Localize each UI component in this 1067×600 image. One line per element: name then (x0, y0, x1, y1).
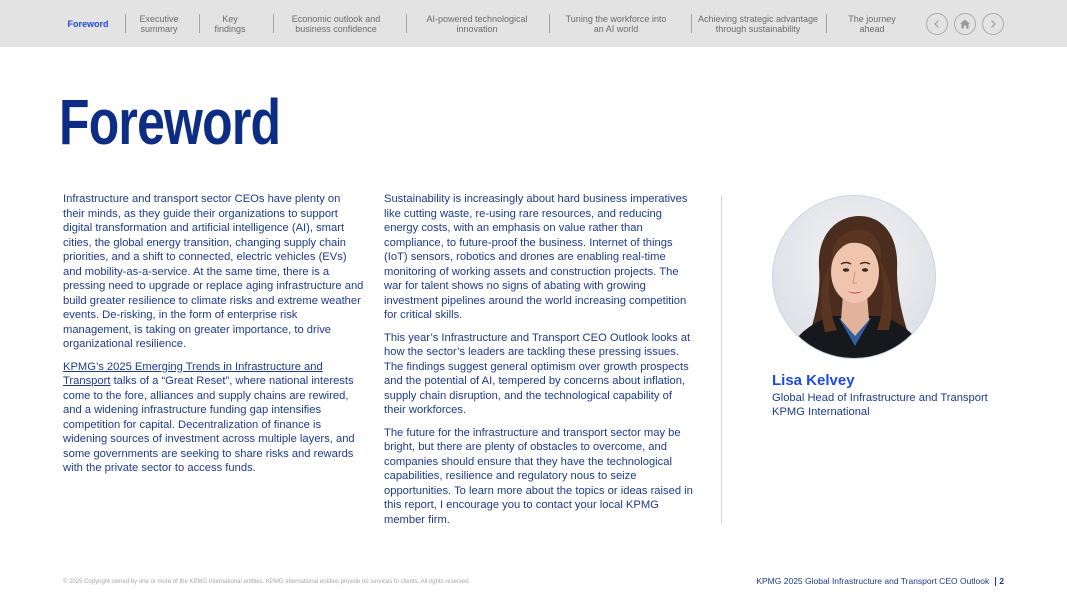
nav-item-workforce[interactable]: Tuning the workforce into an AI world (565, 13, 667, 34)
nav-item-ai-innovation[interactable]: AI-powered technological innovation (426, 13, 528, 34)
footer-report-info (756, 576, 1004, 587)
nav-divider (691, 14, 692, 33)
paragraph (63, 360, 365, 476)
page-title: Foreword (59, 86, 281, 158)
person-name: Lisa Kelvey (772, 372, 855, 389)
nav-divider (125, 14, 126, 33)
paragraph: The future for the infrastructure and transport sector may be bright, but there are plenty of obstacles to overcome, and companies should ensure that they have the technological capabilities, resilience and regulatory nous to seize opportunities. To learn more about the topics or ideas raised in this report, I encourage you to contact your local KPMG member firm. (384, 426, 693, 526)
nav-item-foreword[interactable]: Foreword (67, 18, 109, 29)
chevron-left-icon (932, 19, 942, 29)
nav-item-executive-summary[interactable]: Executive summary (139, 13, 179, 34)
paragraph: Sustainability is increasingly about hard business imperatives like cutting waste, re-using rare resources, and reducing energy costs, with an emphasis on value rather than compliance, to future-proof the business. Internet of things (IoT) sensors, robotics and drones are enabling real-time monitoring of working assets and construction projects. The war for talent shows no signs of abating with growing investment pipelines around the world increasing competition for critical skills. (384, 193, 688, 321)
previous-page-button[interactable] (926, 13, 948, 35)
report-title: KPMG 2025 Global Infrastructure and Transport CEO Outlook (756, 576, 990, 586)
nav-divider (199, 14, 200, 33)
nav-item-key-findings[interactable]: Key findings (214, 13, 246, 34)
page-number: 2 (999, 576, 1004, 586)
paragraph-text: talks of a “Great Reset”, where national interests come to the fore, alliances and supply chains are rewired, and a widening infrastructure funding gap intensifies competition for capital. Decentralization of finance is widening sources of investment across multiple layers, and some governments are seeking to share risks and rewards with the private sector to access funds. (63, 375, 355, 474)
body-column-1 (63, 192, 365, 484)
person-organization: KPMG International (772, 406, 870, 418)
copyright-notice: © 2025 Copyright owned by one or more of the KPMG International entities. KPMG International entities provide no services to clients. All rights reserved. (63, 579, 471, 585)
nav-item-journey-ahead[interactable]: The journey ahead (848, 13, 896, 34)
avatar (772, 195, 936, 359)
nav-divider (273, 14, 274, 33)
nav-divider (406, 14, 407, 33)
home-icon (959, 18, 971, 30)
chevron-right-icon (988, 19, 998, 29)
portrait-photo (773, 196, 936, 359)
paragraph: This year’s Infrastructure and Transport CEO Outlook looks at how the sector’s leaders are tackling these pressing issues. The findings suggest general optimism over growth prospects and the potential of AI, tempered by concerns about inflation, supply chain disruption, and the technological capability of their workforces. (384, 331, 691, 416)
nav-divider (826, 14, 827, 33)
next-page-button[interactable] (982, 13, 1004, 35)
nav-item-economic-outlook[interactable]: Economic outlook and business confidence (291, 13, 381, 34)
person-role: Global Head of Infrastructure and Transport (772, 392, 988, 404)
emerging-trends-report-link[interactable]: KPMG’s 2025 Emerging Trends in Infrastructure and Transport (63, 360, 323, 387)
body-column-2 (384, 192, 696, 535)
column-divider (721, 195, 722, 524)
paragraph: Infrastructure and transport sector CEOs have plenty on their minds, as they guide their organizations to support digital transformation and artificial intelligence (AI), smart cities, the global energy transition, changing supply chain priorities, and a shift to connected, electric vehicles (EVs) and mobility-as-a-service. At the same time, there is a pressing need to upgrade or replace aging infrastructure and build greater resilience to climate risks and extreme weather events. De-risking, in the form of enterprise risk management, is taking on greater importance, to drive organizational resilience. (63, 193, 364, 350)
top-navigation (0, 0, 1067, 47)
footer-divider (995, 577, 996, 586)
nav-divider (549, 14, 550, 33)
nav-item-sustainability[interactable]: Achieving strategic advantage through sustainability (697, 13, 819, 34)
home-button[interactable] (954, 13, 976, 35)
